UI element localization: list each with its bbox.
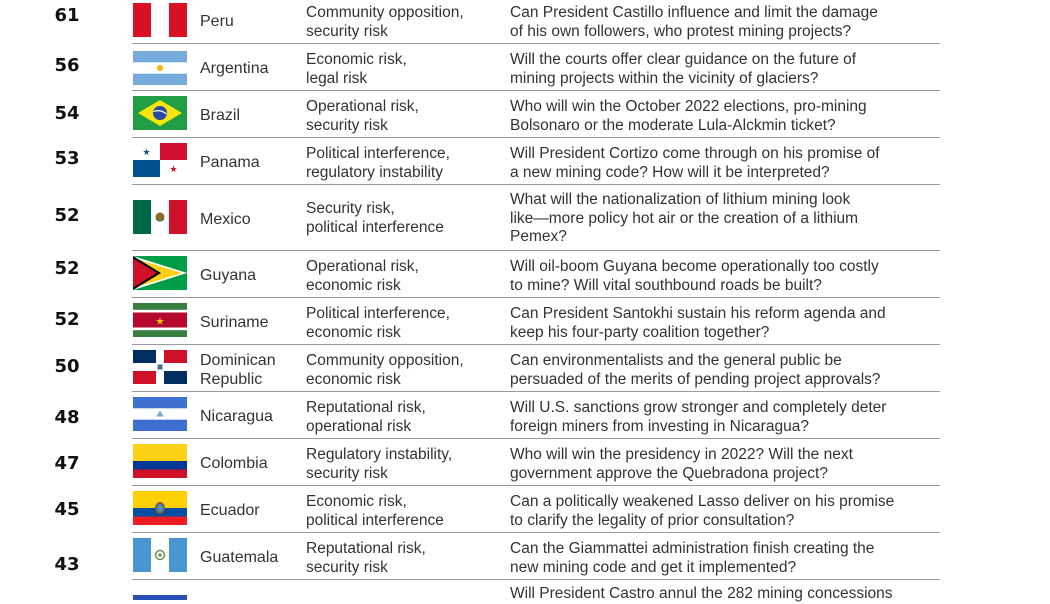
risk-score: 50: [54, 356, 80, 377]
row-divider: [132, 344, 940, 345]
key-risks: Reputational risk, security risk: [306, 540, 426, 576]
key-risks: Security risk, political interference: [306, 200, 444, 236]
row-divider: [132, 532, 940, 533]
key-question: What will the nationalization of lithium mining look like—more policy hot air or the creation of a lithium Pemex?: [510, 191, 859, 245]
country-name: Guyana: [200, 267, 257, 284]
key-question: Will President Castro annul the 282 mining concessions: [510, 585, 893, 602]
country-name: Colombia: [200, 455, 268, 472]
risk-score: 52: [54, 205, 80, 226]
key-risks: Operational risk, security risk: [306, 98, 419, 134]
country-name: Panama: [200, 154, 260, 171]
row-divider: [132, 391, 940, 392]
key-question: Can the Giammattei administration finish creating the new mining code and get it implemented?: [510, 540, 875, 576]
key-risks: Community opposition, security risk: [306, 4, 464, 40]
key-risks: Regulatory instability, security risk: [306, 446, 453, 482]
risk-score: 45: [54, 499, 80, 520]
key-risks: Operational risk, economic risk: [306, 258, 419, 294]
country-name: Ecuador: [200, 502, 260, 519]
country-name: Dominican Republic: [200, 352, 276, 388]
flag-nicaragua-icon: [133, 397, 187, 431]
key-question: Who will win the presidency in 2022? Will the next government approve the Quebradona project?: [510, 446, 853, 482]
key-question: Will the courts offer clear guidance on the future of mining projects within the vicinity of glaciers?: [510, 51, 857, 87]
svg-text:★: ★: [155, 316, 165, 328]
key-risks: Economic risk, legal risk: [306, 51, 407, 87]
flag-panama-icon: [133, 143, 187, 177]
row-divider: [132, 137, 940, 138]
country-name: Argentina: [200, 60, 269, 77]
flag-argentina-icon: [133, 51, 187, 85]
flag-mexico-icon: [133, 200, 187, 234]
key-question: Can environmentalists and the general public be persuaded of the merits of pending project approvals?: [510, 352, 881, 388]
flag-peru-icon: [133, 3, 187, 37]
country-name: Brazil: [200, 107, 241, 124]
key-question: Can President Castillo influence and limit the damage of his own followers, who protest mining projects?: [510, 4, 878, 40]
risk-score: 48: [54, 407, 80, 428]
row-divider: [132, 438, 940, 439]
row-divider: [132, 485, 940, 486]
flag-guatemala-icon: [133, 538, 187, 572]
row-divider: [132, 579, 940, 580]
row-divider: [132, 250, 940, 251]
risk-score: 56: [54, 55, 80, 76]
country-name: Nicaragua: [200, 408, 273, 425]
country-name: Suriname: [200, 314, 269, 331]
key-question: Will oil-boom Guyana become operationally too costly to mine? Will vital southbound roads be built?: [510, 258, 879, 294]
key-question: Will President Cortizo come through on his promise of a new mining code? How will it be interpreted?: [510, 145, 880, 181]
key-question: Will U.S. sanctions grow stronger and completely deter foreign miners from investing in Nicaragua?: [510, 399, 887, 435]
flag-suriname-icon: [133, 303, 187, 337]
flag-brazil-icon: [133, 96, 187, 130]
flag-colombia-icon: [133, 444, 187, 478]
svg-text:★: ★: [142, 148, 151, 158]
risk-score: 54: [54, 103, 80, 124]
row-divider: [132, 90, 940, 91]
risk-score: 43: [54, 554, 80, 575]
row-divider: [132, 184, 940, 185]
svg-text:★: ★: [169, 165, 178, 175]
row-divider: [132, 297, 940, 298]
risk-score: 52: [54, 309, 80, 330]
flag-dominican-republic-icon: [133, 350, 187, 384]
key-question: Can President Santokhi sustain his reform agenda and keep his four-party coalition together?: [510, 305, 886, 341]
flag-guyana-icon: [133, 256, 187, 290]
risk-score: 61: [54, 5, 80, 26]
key-question: Who will win the October 2022 elections, pro-mining Bolsonaro or the moderate Lula-Alckmin ticket?: [510, 98, 867, 134]
key-risks: Political interference, economic risk: [306, 305, 450, 341]
flag-ecuador-icon: [133, 491, 187, 525]
key-risks: Community opposition, economic risk: [306, 352, 464, 388]
risk-score: 52: [54, 258, 80, 279]
key-question: Can a politically weakened Lasso deliver on his promise to clarify the legality of prior consultation?: [510, 493, 895, 529]
country-name: Guatemala: [200, 549, 279, 566]
flag-partial-icon: [133, 595, 187, 600]
country-name: Mexico: [200, 211, 251, 228]
risk-score: 47: [54, 453, 80, 474]
country-name: Peru: [200, 13, 234, 30]
key-risks: Political interference, regulatory instability: [306, 145, 450, 181]
risk-score: 53: [54, 148, 80, 169]
row-divider: [132, 43, 940, 44]
key-risks: Reputational risk, operational risk: [306, 399, 426, 435]
key-risks: Economic risk, political interference: [306, 493, 444, 529]
